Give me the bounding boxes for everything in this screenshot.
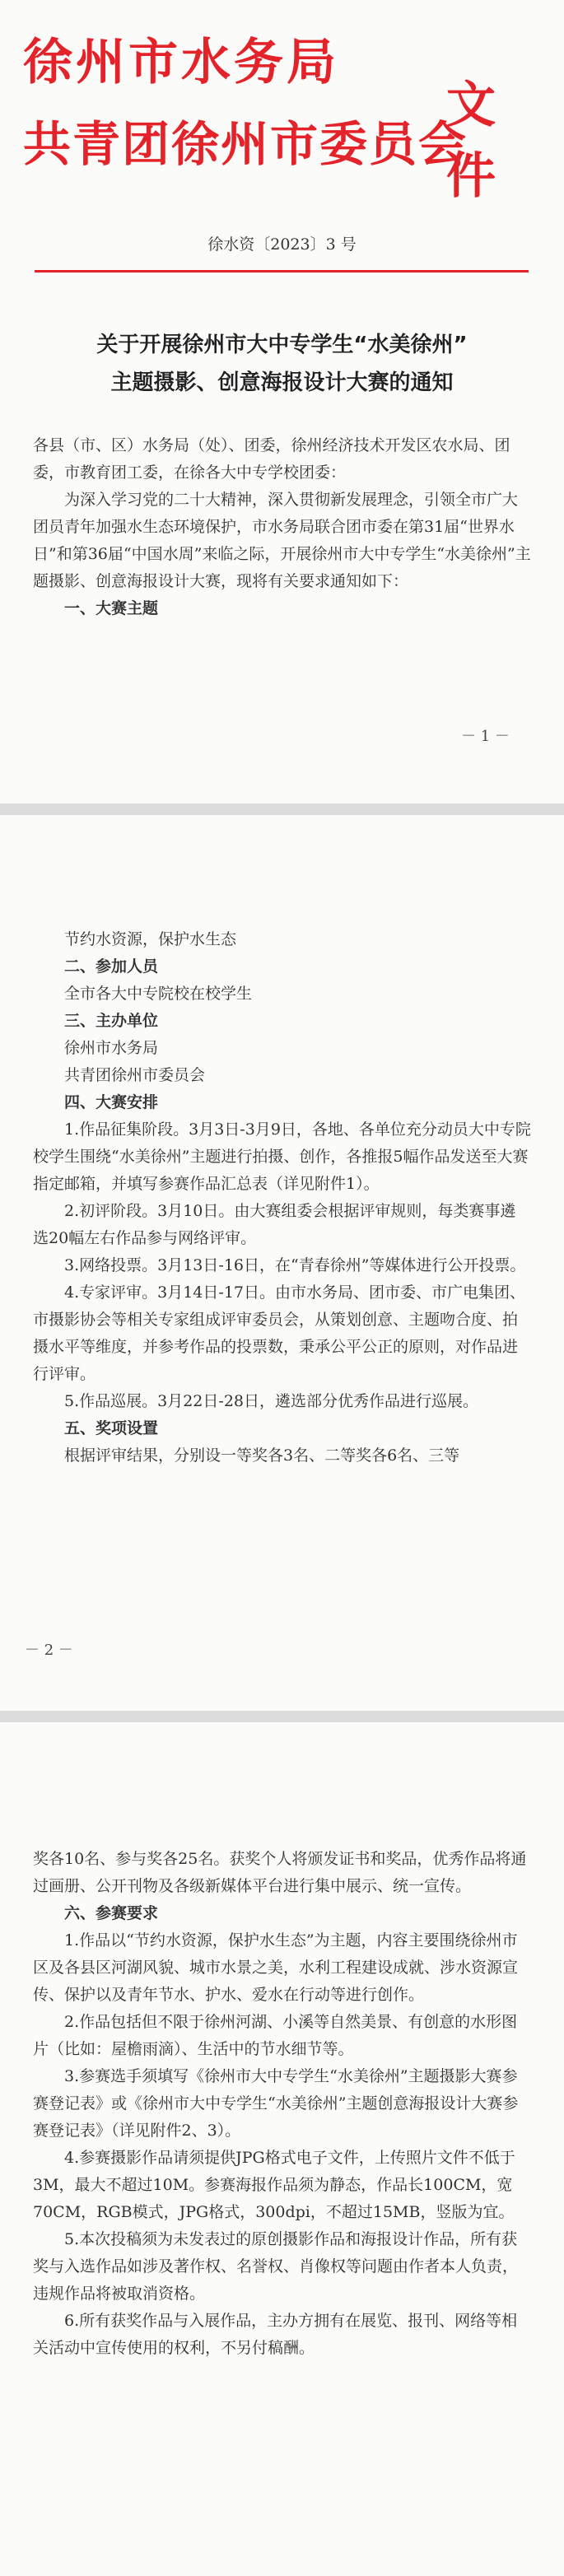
document-number: 徐水资〔2023〕3 号 <box>207 235 357 254</box>
schedule-item: 5.作品巡展。3月22日-28日，遴选部分优秀作品进行巡展。 <box>64 1392 478 1410</box>
participants-text: 全市各大中专院校在校学生 <box>64 985 253 1003</box>
header-agency-1: 徐州市水务局 <box>23 34 339 91</box>
schedule-item: 1.作品征集阶段。3月3日-3月9日，各地、各单位充分动员大中专院校学生围绕“水美徐州”主题进行拍摄、创作，各推报5幅作品发送至大赛指定邮箱，并填写参赛作品汇总表（详见附件1）。 <box>33 1120 531 1193</box>
requirement-item: 5.本次投稿须为未发表过的原创摄影作品和海报设计作品，所有获奖与入选作品如涉及著作权、名誉权、肖像权等问题由作者本人负责，违规作品将被取消资格。 <box>33 2230 519 2303</box>
red-divider <box>35 270 529 273</box>
red-header <box>18 15 545 205</box>
requirement-item: 2.作品包括但不限于徐州河湖、小溪等自然美景、有创意的水形图片（比如：屋檐雨滴）、生活中的节水细节等。 <box>33 2013 518 2058</box>
section-heading: 二、参加人员 <box>64 957 159 976</box>
awards-text: 根据评审结果，分别设一等奖各3名、二等奖各6名、三等 <box>64 1446 460 1465</box>
section-heading: 四、大赛安排 <box>64 1093 159 1111</box>
schedule-item: 2.初评阶段。3月10日。由大赛组委会根据评审规则，每类赛事遴选20幅左右作品参与网络评审。 <box>33 1202 516 1247</box>
intro-paragraph: 为深入学习党的二十大精神，深入贯彻新发展理念，引领全市广大团员青年加强水生态环境保护，市水务局联合团市委在第31届“世界水日”和第36届“中国水周”来临之际，开展徐州市大中专学生“水美徐州”主题摄影、创意海报设计大赛，现将有关要求通知如下： <box>33 491 531 590</box>
requirement-item: 6.所有获奖作品与入展作品，主办方拥有在展览、报刊、网络等相关活动中宣传使用的权利，不另付稿酬。 <box>33 2312 518 2357</box>
document-title-line2: 主题摄影、创意海报设计大赛的通知 <box>110 370 454 395</box>
document-title-line1: 关于开展徐州市大中专学生“水美徐州” <box>96 333 468 357</box>
page1-body <box>33 432 531 622</box>
section-heading: 五、奖项设置 <box>64 1419 159 1437</box>
recipients: 各县（市、区）水务局（处）、团委，徐州经济技术开发区农水局、团委，市教育团工委，在徐各大中专学校团委： <box>33 436 510 482</box>
section-heading: 三、主办单位 <box>64 1012 159 1030</box>
schedule-item: 4.专家评审。3月14日-17日。由市水务局、团市委、市广电集团、市摄影协会等相关专家组成评审委员会，从策划创意、主题吻合度、拍摄水平等维度，并参考作品的投票数，秉承公平公正的原则，对作品进行评审。 <box>33 1283 525 1383</box>
requirement-item: 3.参赛选手须填写《徐州市大中专学生“水美徐州”主题摄影大赛参赛登记表》或《徐州市大中专学生“水美徐州”主题创意海报设计大赛参赛登记表》（详见附件2、3）。 <box>33 2067 519 2140</box>
header-document-suffix: 文件 <box>446 77 497 205</box>
schedule-item: 3.网络投票。3月13日-16日，在“青春徐州”等媒体进行公开投票。 <box>64 1256 526 1274</box>
page2-body <box>33 926 531 1470</box>
theme-text: 节约水资源，保护水生态 <box>64 930 237 948</box>
requirement-item: 4.参赛摄影作品请须提供JPG格式电子文件，上传照片文件不低于3M，最大不超过10M。参赛海报作品须为静态，作品长100CM，宽70CM，RGB模式，JPG格式，300dpi，不超过15MB，竖版为宜。 <box>33 2149 515 2221</box>
section-heading: 一、大赛主题 <box>64 599 159 617</box>
document-page-1 <box>0 0 564 804</box>
organizer-item: 徐州市水务局 <box>64 1039 159 1057</box>
section-heading: 六、参赛要求 <box>64 1904 159 1922</box>
document-page-3 <box>0 1722 564 2576</box>
document-page-2 <box>0 815 564 1711</box>
awards-continued: 奖各10名、参与奖各25名。获奖个人将颁发证书和奖品，优秀作品将通过画册、公开刊物及各级新媒体平台进行集中展示、统一宣传。 <box>33 1850 527 1895</box>
organizer-item: 共青团徐州市委员会 <box>64 1066 206 1084</box>
requirement-item: 1.作品以“节约水资源，保护水生态”为主题，内容主要围绕徐州市区及各县区河湖风貌、城市水景之美，水利工程建设成就、涉水资源宣传、保护以及青年节水、护水、爱水在行动等进行创作。 <box>33 1931 519 2004</box>
page-number: － 2 － <box>25 1642 73 1659</box>
header-agency-2: 共青团徐州市委员会 <box>23 116 468 172</box>
page-number: － 1 － <box>461 728 510 745</box>
page3-body <box>33 1846 531 2362</box>
